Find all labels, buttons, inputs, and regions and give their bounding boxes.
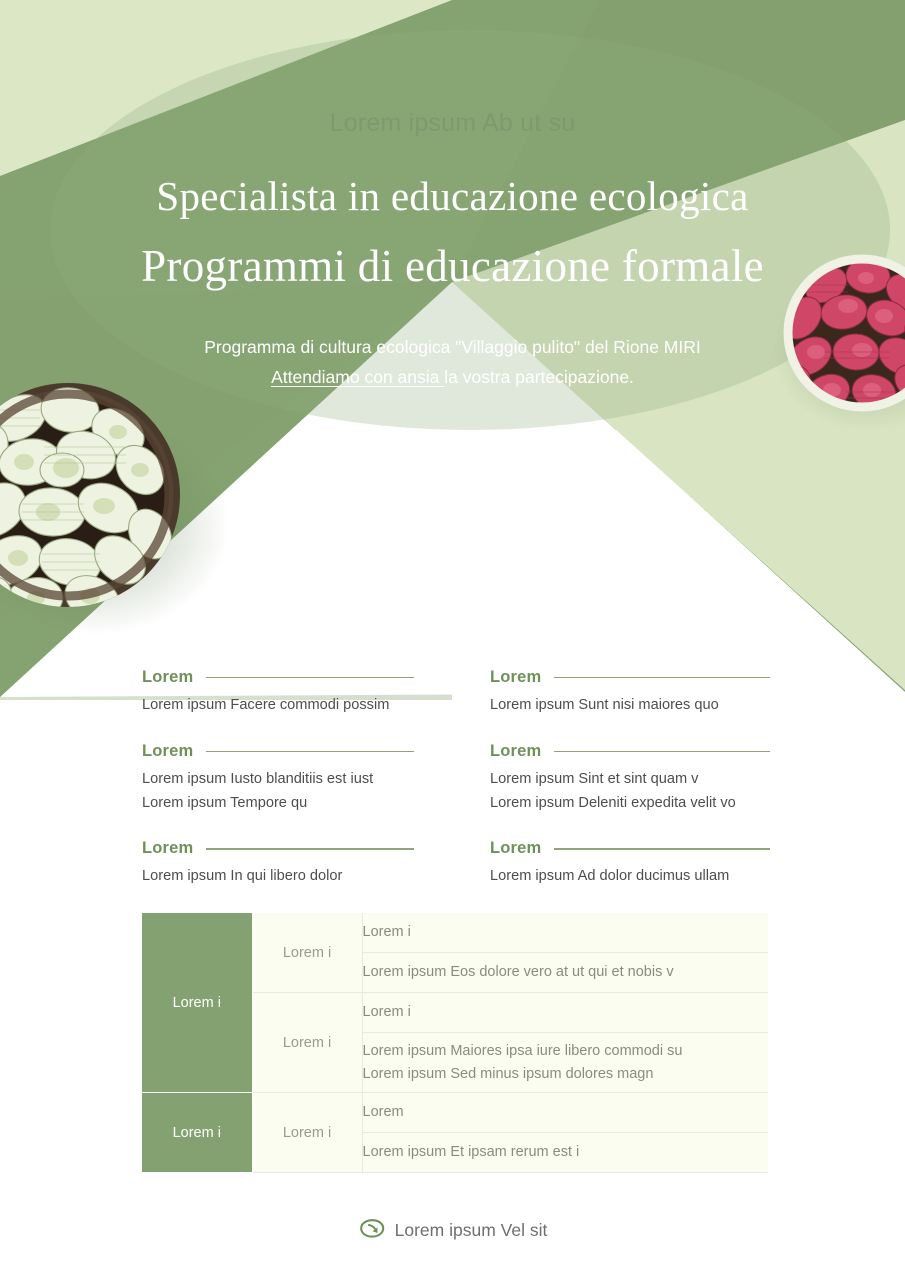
feature-item xyxy=(142,742,414,816)
table-cell-value: Lorem i xyxy=(362,993,768,1033)
feature-body-line: Lorem ipsum Sunt nisi maiores quo xyxy=(490,697,719,713)
feature-item xyxy=(490,839,770,889)
feature-header xyxy=(142,839,414,858)
table-cell-value-line: Lorem ipsum Sed minus ipsum dolores magn xyxy=(362,1065,654,1082)
hero-title-line2: Programmi di educazione formale xyxy=(141,240,764,291)
hero-subtitle xyxy=(0,292,905,392)
table-row xyxy=(142,913,768,953)
feature-item xyxy=(142,668,414,718)
table-cell-subcategory: Lorem i xyxy=(252,993,362,1093)
feature-body-line: Lorem ipsum Facere commodi possim xyxy=(142,697,390,713)
hero-subtitle-underlined: Attendiamo con ansia xyxy=(271,367,445,388)
feature-title: Lorem xyxy=(490,741,542,760)
table-cell-subcategory: Lorem i xyxy=(252,1093,362,1173)
feature-item xyxy=(490,742,770,816)
table-cell-subcategory: Lorem i xyxy=(252,913,362,993)
hero-subtitle-rest: la vostra partecipazione. xyxy=(444,367,634,388)
table-cell-value: Lorem i xyxy=(362,913,768,953)
hero-eyebrow: Lorem ipsum Ab ut su xyxy=(329,109,576,137)
table-cell-value xyxy=(362,1033,768,1093)
feature-title: Lorem xyxy=(142,741,194,760)
feature-item xyxy=(490,668,770,718)
feature-rule xyxy=(554,677,770,679)
feature-grid xyxy=(142,668,770,913)
feature-header xyxy=(490,742,770,761)
feature-body-line: Lorem ipsum Sint et sint quam v xyxy=(490,770,699,787)
table-cell-value-line: Lorem ipsum Maiores ipsa iure libero commodi su xyxy=(362,1043,683,1060)
hero-section xyxy=(0,0,905,393)
table-cell-category: Lorem i xyxy=(142,913,252,1093)
footer-section xyxy=(0,1218,905,1242)
hero-title-line1: Specialista in educazione ecologica xyxy=(156,172,749,219)
feature-rule xyxy=(206,848,414,850)
table-cell-value: Lorem xyxy=(362,1093,768,1133)
feature-body-line: Lorem ipsum Tempore qu xyxy=(142,794,308,811)
feature-item xyxy=(142,839,414,889)
feature-title: Lorem xyxy=(142,839,194,858)
feature-body xyxy=(490,694,770,718)
table-row xyxy=(142,1093,768,1133)
feature-rule xyxy=(206,751,414,753)
footer-label: Lorem ipsum Vel sit xyxy=(394,1219,548,1240)
feature-body xyxy=(142,694,414,718)
table-cell-value: Lorem ipsum Eos dolore vero at ut qui et nobis v xyxy=(362,953,768,993)
feature-body-line: Lorem ipsum Iusto blanditiis est iust xyxy=(142,770,374,787)
feature-header xyxy=(490,839,770,858)
feature-rule xyxy=(554,751,770,753)
feature-body xyxy=(142,768,414,816)
feature-title: Lorem xyxy=(490,839,542,858)
feature-body-line: Lorem ipsum Ad dolor ducimus ullam xyxy=(490,868,730,885)
feature-rule xyxy=(554,848,770,850)
feature-title: Lorem xyxy=(142,668,194,686)
feature-body xyxy=(142,865,414,889)
leaf-swoosh-icon xyxy=(358,1218,386,1242)
feature-body xyxy=(490,865,770,889)
feature-header xyxy=(490,668,770,687)
feature-body-line: Lorem ipsum In qui libero dolor xyxy=(142,868,343,885)
feature-title: Lorem xyxy=(490,668,542,686)
feature-header xyxy=(142,668,414,687)
hero-subtitle-line1: Programma di cultura ecologica "Villaggio pulito" del Rione MIRI xyxy=(204,337,701,358)
info-table xyxy=(142,913,768,1173)
feature-rule xyxy=(206,677,414,679)
table-cell-category: Lorem i xyxy=(142,1093,252,1173)
feature-body-line: Lorem ipsum Deleniti expedita velit vo xyxy=(490,794,736,811)
feature-header xyxy=(142,742,414,761)
info-table-wrapper xyxy=(142,913,768,1173)
feature-body xyxy=(490,768,770,816)
table-cell-value: Lorem ipsum Et ipsam rerum est i xyxy=(362,1133,768,1173)
